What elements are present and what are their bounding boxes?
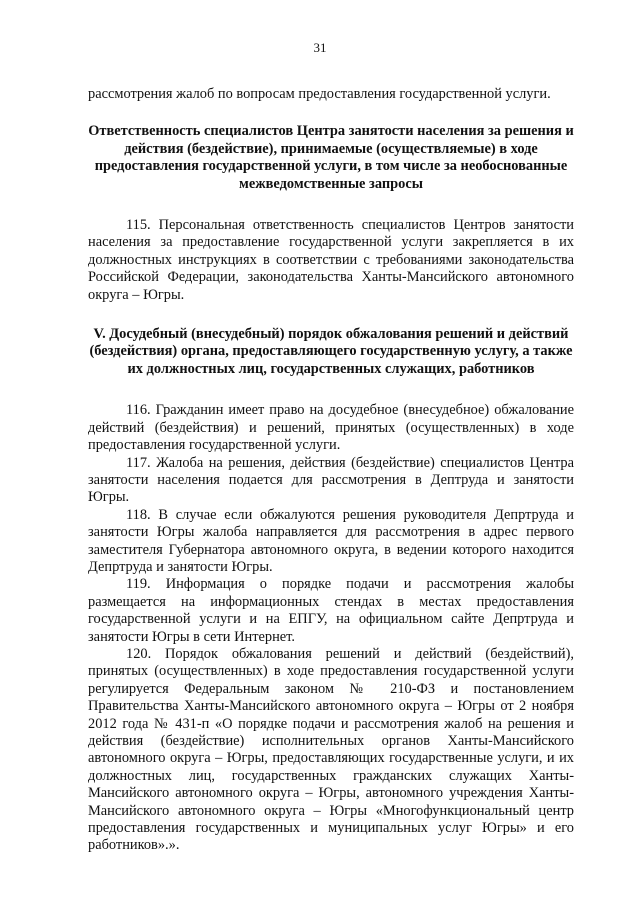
paragraph-120: 120. Порядок обжалования решений и действий (бездействий), принятых (осуществленных) в ходе предоставления государственной услуги регулируется Федеральным законом № 210-ФЗ и постановлением Правительства Ханты-Мансийского автономного округа – Югры от 2 ноября 2012 года № 431-п «О порядке подачи и рассмотрения жалоб на решения и действия (бездействие) исполнительных органов Ханты-Мансийского автономного округа – Югры, предоставляющих государственные услуги, и их должностных лиц, государственных гражданских служащих Ханты-Мансийского автономного округа – Югры, автономного учреждения Ханты-Мансийского автономного округа – Югры «Многофункциональный центр предоставления государственных и муниципальных услуг Югры» и его работников».». [88, 645, 574, 854]
paragraph-116: 116. Гражданин имеет право на досудебное (внесудебное) обжалование действий (бездействия) и решений, принятых (осуществленных) в ходе предоставления государственной услуги. [88, 402, 574, 454]
paragraph-117: 117. Жалоба на решения, действия (бездействие) специалистов Центра занятости населения подается для рассмотрения в Дептруда и занятости Югры. [88, 454, 574, 506]
continuation-paragraph: рассмотрения жалоб по вопросам предоставления государственной услуги. [88, 86, 551, 102]
section-heading-responsibility: Ответственность специалистов Центра занятости населения за решения и действия (бездействие), принимаемые (осуществляемые) в ходе предоставления государственной услуги, в том числе за необоснованные межведомственные запросы [88, 123, 574, 192]
section-heading-appeal: V. Досудебный (внесудебный) порядок обжалования решений и действий (бездействия) органа, предоставляющего государственную услугу, а также их должностных лиц, государственных служащих, работников [89, 326, 573, 377]
page-number: 31 [313, 40, 327, 55]
paragraph-115: 115. Персональная ответственность специалистов Центров занятости населения за предоставление государственной услуги закрепляется в их должностных инструкциях в соответствии с требованиями законодательства Российской Федерации, законодательства Ханты-Мансийского автономного округа – Югры. [88, 217, 574, 303]
paragraph-119: 119. Информация о порядке подачи и рассмотрения жалобы размещается на информационных стендах в местах предоставления государственной услуги и на ЕПГУ, на официальном сайте Депртруда и занятости Югры в сети Интернет. [88, 576, 574, 645]
paragraph-118: 118. В случае если обжалуются решения руководителя Депртруда и занятости Югры жалоба направляется для рассмотрения в адрес первого заместителя Губернатора автономного округа, в ведении которого находится Депртруда и занятости Югры. [88, 506, 574, 575]
document-body [88, 86, 574, 855]
